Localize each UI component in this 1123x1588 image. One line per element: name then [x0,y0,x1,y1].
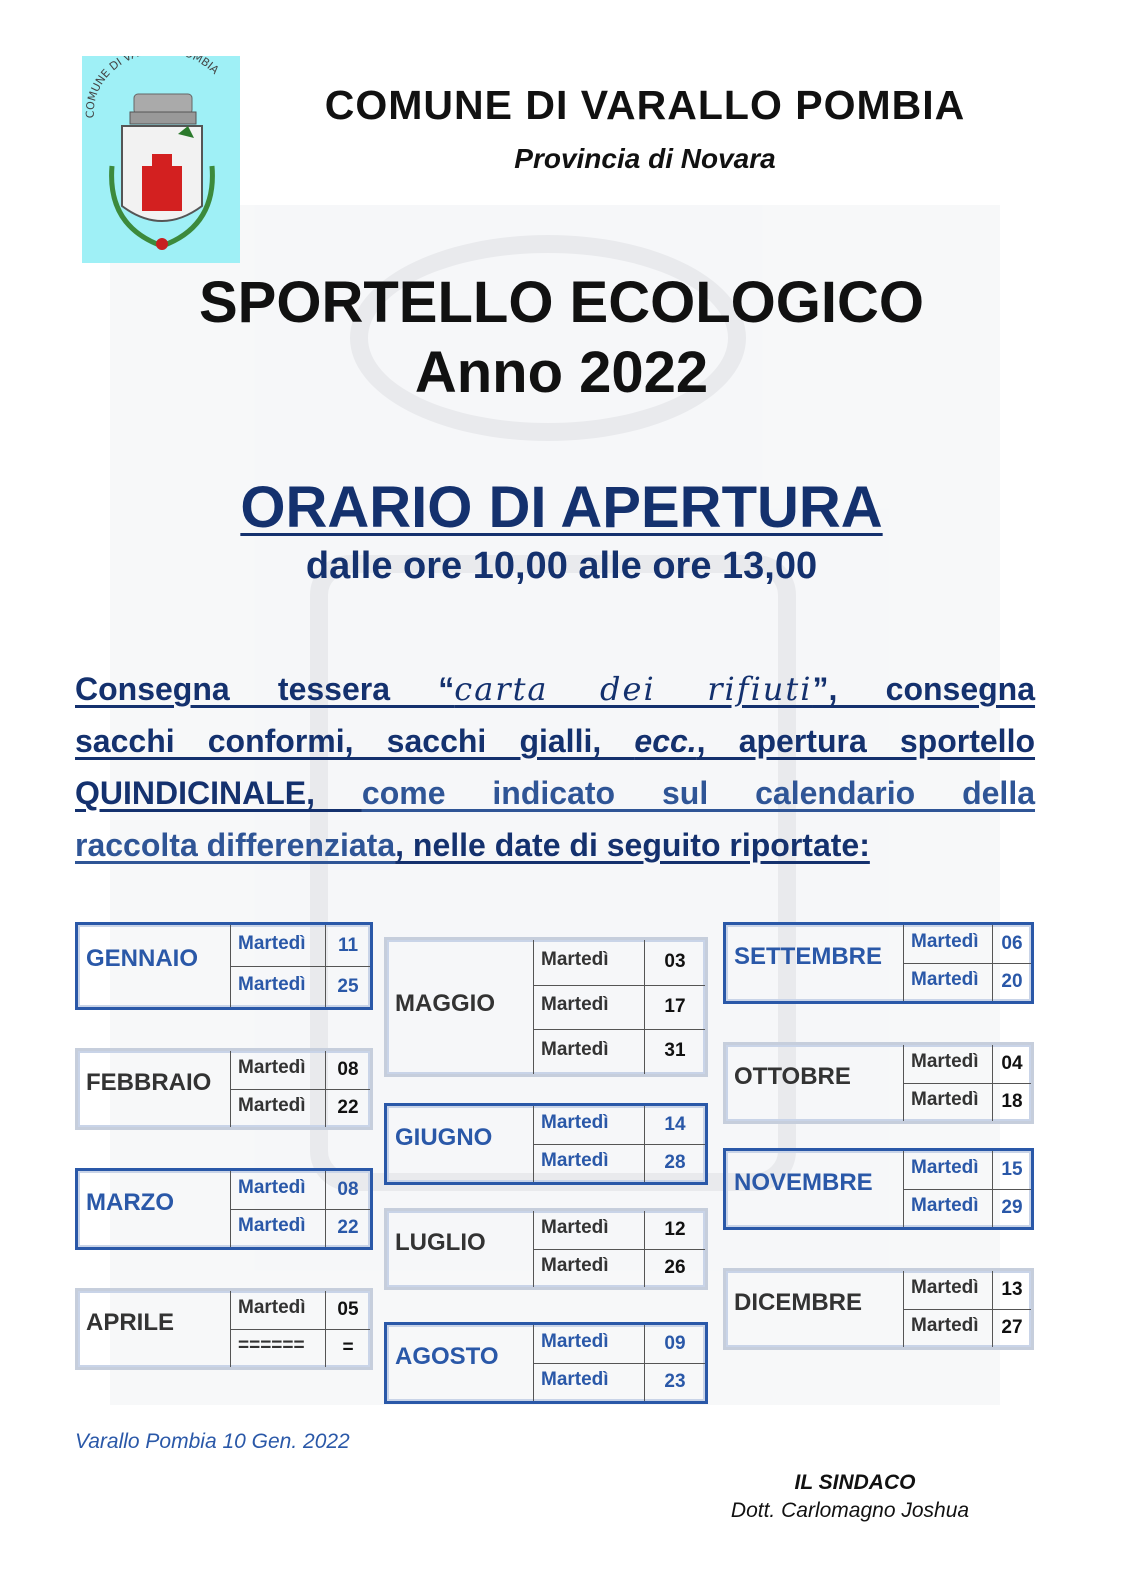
weekday: Martedì [541,1255,609,1276]
para-line-2: sacchi conformi, sacchi gialli, ecc., apertura sportello [75,723,1036,759]
date-row [231,1171,370,1210]
weekday: Martedì [541,949,609,971]
month-box-maggio [384,937,708,1077]
weekday: Martedì [238,1095,306,1116]
month-box-novembre [723,1148,1034,1230]
month-dates [533,1106,705,1182]
month-dates [903,1271,1031,1347]
date-row [231,1051,370,1090]
day-number: 09 [644,1325,705,1363]
month-name: FEBBRAIO [86,1069,212,1096]
date-row [231,966,370,1007]
month-dates [903,1151,1031,1227]
date-row [534,940,705,986]
month-name: LUGLIO [395,1229,486,1256]
weekday: Martedì [911,1195,979,1216]
day-number: 05 [325,1291,370,1329]
day-number: 03 [644,940,705,985]
month-dates [533,1211,705,1287]
day-number: 23 [644,1363,705,1401]
day-number: 15 [992,1151,1031,1189]
day-number: 08 [325,1171,370,1209]
date-row [231,925,370,967]
month-box-settembre [723,922,1034,1004]
weekday: Martedì [541,1038,609,1060]
weekday: Martedì [238,932,306,954]
month-name: APRILE [86,1309,175,1336]
main-title-line1: SPORTELLO ECOLOGICO [198,270,925,335]
day-number: 26 [644,1249,705,1287]
day-number: 29 [992,1189,1031,1227]
month-dates [533,1325,705,1401]
opening-hours-title [0,474,1123,541]
para-line-3: QUINDICINALE, come indicato sul calendario della [75,775,1036,811]
day-number: 22 [325,1209,370,1247]
day-number: 12 [644,1211,705,1249]
date-row [904,963,1031,1001]
weekday: Martedì [541,1112,609,1133]
month-name: NOVEMBRE [734,1169,873,1196]
day-number: = [325,1329,370,1367]
date-row [231,1089,370,1127]
date-row [904,925,1031,964]
day-number: 06 [992,925,1031,963]
day-number: 04 [992,1045,1031,1083]
day-number: 28 [644,1144,705,1182]
month-dates [230,925,370,1007]
weekday: Martedì [238,1297,306,1318]
weekday: ====== [238,1335,305,1356]
place-date: Varallo Pombia 10 Gen. 2022 [75,1430,350,1453]
weekday: Martedì [911,969,979,990]
date-row [904,1083,1031,1121]
date-row [904,1045,1031,1084]
signer-role: IL SINDACO [794,1471,916,1494]
day-number: 18 [992,1083,1031,1121]
month-box-dicembre [723,1268,1034,1350]
weekday: Martedì [911,931,979,952]
day-number: 22 [325,1089,370,1127]
month-dates [903,1045,1031,1121]
weekday: Martedì [541,1369,609,1390]
para-line-1: Consegna tessera “carta dei rifiuti”, consegna [75,670,1036,708]
month-box-marzo [75,1168,373,1250]
weekday: Martedì [911,1277,979,1298]
date-row [534,1106,705,1145]
date-row [231,1209,370,1247]
date-row [534,1029,705,1074]
day-number: 20 [992,963,1031,1001]
weekday: Martedì [238,1177,306,1198]
municipal-crest-logo [82,56,240,263]
day-number: 31 [644,1029,705,1074]
date-row [534,1211,705,1250]
month-name: MAGGIO [395,990,495,1017]
province-subtitle: Provincia di Novara [514,143,776,174]
weekday: Martedì [911,1089,979,1110]
date-row [534,1144,705,1182]
date-row [904,1271,1031,1310]
month-dates [533,940,705,1074]
month-dates [230,1171,370,1247]
opening-hours-title-text: ORARIO DI APERTURA [240,475,883,540]
month-name: DICEMBRE [734,1289,863,1316]
weekday: Martedì [238,1057,306,1078]
main-title [0,268,1123,408]
date-row [231,1291,370,1330]
weekday: Martedì [911,1157,979,1178]
day-number: 13 [992,1271,1031,1309]
weekday: Martedì [238,973,306,995]
opening-hours-time: dalle ore 10,00 alle ore 13,00 [305,545,818,587]
day-number: 17 [644,985,705,1030]
month-name: MARZO [86,1189,174,1216]
day-number: 25 [325,966,370,1007]
main-title-line2: Anno 2022 [414,340,709,405]
info-paragraph [75,663,1035,871]
month-name: GENNAIO [86,945,199,972]
month-box-febbraio [75,1048,373,1130]
weekday: Martedì [541,1217,609,1238]
day-number: 27 [992,1309,1031,1347]
date-row [534,1363,705,1401]
date-row [534,985,705,1031]
month-dates [230,1291,370,1367]
month-name: OTTOBRE [734,1063,851,1090]
weekday: Martedì [911,1315,979,1336]
month-box-ottobre [723,1042,1034,1124]
month-box-luglio [384,1208,708,1290]
month-name: GIUGNO [395,1124,493,1151]
date-row [904,1189,1031,1227]
weekday: Martedì [541,1331,609,1352]
weekday: Martedì [541,1150,609,1171]
date-row [534,1249,705,1287]
month-box-aprile [75,1288,373,1370]
day-number: 08 [325,1051,370,1089]
day-number: 11 [325,925,370,966]
month-box-agosto [384,1322,708,1404]
signer-name: Dott. Carlomagno Joshua [730,1499,970,1522]
weekday: Martedì [911,1051,979,1072]
month-dates [230,1051,370,1127]
weekday: Martedì [238,1215,306,1236]
day-number: 14 [644,1106,705,1144]
svg-text:COMUNE DI VARALLO POMBIA: COMUNE DI V MBIA [83,56,222,119]
para-line-4: raccolta differenziata, nelle date di seguito riportate: [75,827,870,863]
date-row [904,1151,1031,1190]
date-row [534,1325,705,1364]
month-box-giugno [384,1103,708,1185]
municipality-title: COMUNE DI VARALLO POMBIA [324,82,966,128]
weekday: Martedì [541,993,609,1015]
month-dates [903,925,1031,1001]
month-name: AGOSTO [395,1343,499,1370]
month-name: SETTEMBRE [734,943,883,970]
date-row [904,1309,1031,1347]
month-box-gennaio [75,922,373,1010]
date-row [231,1329,370,1367]
